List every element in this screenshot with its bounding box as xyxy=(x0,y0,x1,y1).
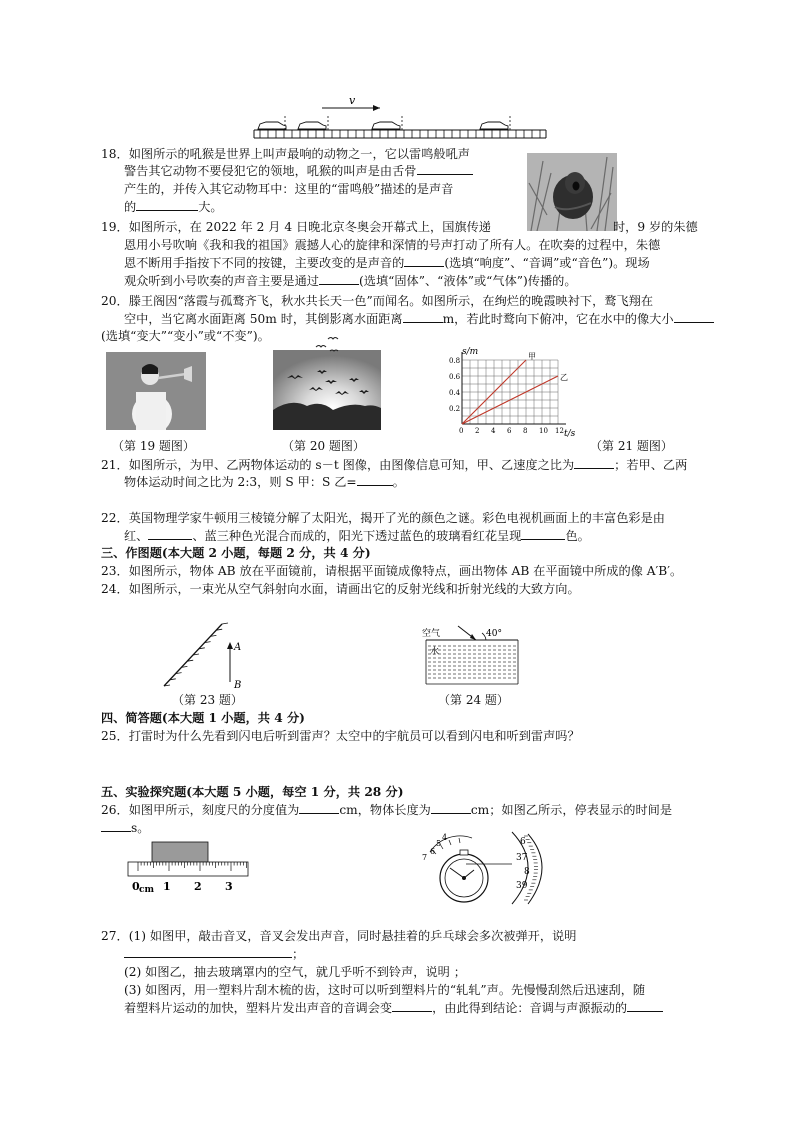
q19-line1: 19．如图所示，在 2022 年 2 月 4 日晚北京冬奥会开幕式上，国旗传递 时，9 岁的朱德 xyxy=(101,220,698,234)
stopwatch-right-6: 6 xyxy=(520,837,526,847)
mirror-object-figure xyxy=(160,618,260,690)
point-b-label: B xyxy=(234,680,242,690)
ruler-figure xyxy=(126,838,250,896)
st-graph-chart xyxy=(442,344,580,442)
q22-blank2[interactable] xyxy=(521,528,565,540)
stopwatch-right-8: 8 xyxy=(524,867,530,877)
q22-line1: 22．英国物理学家牛顿用三棱镜分解了太阳光，揭开了光的颜色之谜。彩色电视机画面上的丰富色彩是由 xyxy=(101,511,665,525)
stopwatch-scale-5: 5 xyxy=(436,839,442,848)
q23-text: 23．如图所示，物体 AB 放在平面镜前，请根据平面镜成像特点，画出物体 AB 在平面镜中所成的像 A′B′。 xyxy=(101,564,683,578)
q22-line2: 红、 、蓝三种色光混合而成的，阳光下透过蓝色的玻璃看红花呈现 色。 xyxy=(124,529,590,543)
q27-blank1[interactable] xyxy=(124,946,292,958)
q27-line2: ； xyxy=(124,946,304,963)
stopwatch-scale-7: 7 xyxy=(422,853,428,862)
section-3-heading: 三、作图题(本大题 2 小题，每题 2 分，共 4 分) xyxy=(101,546,371,560)
x-tick-label: 0 xyxy=(459,427,464,435)
q20-blank2[interactable] xyxy=(674,311,714,323)
flying-birds-icon xyxy=(314,333,342,355)
chart-grid xyxy=(462,360,558,424)
q27-line1: 27．(1) 如图甲，敲击音叉，音叉会发出声音，同时悬挂着的乒乓球会多次被弹开，说明 xyxy=(101,929,577,943)
y-tick-label: 0.6 xyxy=(449,373,461,381)
velocity-label: v xyxy=(349,94,356,107)
q26-line2: s。 xyxy=(101,820,149,837)
y-axis-label: s/m xyxy=(462,347,479,357)
q21-blank1[interactable] xyxy=(574,457,614,469)
q20-line3: (选填“变大”“变小”或“不变”)。 xyxy=(101,329,270,343)
q26-blank3[interactable] xyxy=(101,820,131,832)
x-tick-label: 6 xyxy=(507,427,512,435)
ruler-unit: cm xyxy=(139,885,155,895)
q19-line4: 观众听到小号吹奏的声音主要是通过 (选填“固体”、“液体”或“气体”)传播的。 xyxy=(124,274,577,288)
stopwatch-scale-4: 4 xyxy=(442,833,448,842)
q24-text: 24．如图所示，一束光从空气斜射向水面，请画出它的反射光线和折射光线的大致方向。 xyxy=(101,582,580,596)
stopwatch-right-39: 39 xyxy=(516,881,528,891)
q26-line1: 26．如图甲所示，刻度尺的分度值为 cm，物体长度为 cm；如图乙所示，停表显示的时间是 xyxy=(101,803,673,817)
x-tick-label: 4 xyxy=(491,427,496,435)
q26-blank2[interactable] xyxy=(431,802,471,814)
ruler-tick-0: 0 xyxy=(132,880,140,893)
y-tick-label: 0.8 xyxy=(449,357,461,365)
water-label: 水 xyxy=(430,647,440,657)
q18-line3: 产生的，并传入其它动物耳中：这里的“雷鸣般”描述的是声音 xyxy=(124,182,454,196)
stopwatch-figure xyxy=(416,830,554,906)
y-tick-label: 0.4 xyxy=(449,389,461,397)
q27-blank3[interactable] xyxy=(627,1000,663,1012)
q20-line1: 20．滕王阁因“落霞与孤鹜齐飞，秋水共长天一色”而闻名。如图所示，在绚烂的晚霞映衬下，鹜飞翔在 xyxy=(101,294,654,308)
q19-line3: 恩不断用手指按下不同的按键，主要改变的是声音的 (选填“响度”、“音调”或“音色”)。现场 xyxy=(124,256,650,270)
q26-blank1[interactable] xyxy=(299,802,339,814)
q20-blank1[interactable] xyxy=(403,311,443,323)
x-axis-label: t/s xyxy=(564,429,576,439)
series-label-1: 乙 xyxy=(560,373,568,382)
caption-fig21: （第 21 题图） xyxy=(590,439,673,453)
stopwatch-scale-6: 6 xyxy=(430,847,436,856)
angle-label: 40° xyxy=(486,629,502,639)
section-5-heading: 五、实验探究题(本大题 5 小题，每空 1 分，共 28 分) xyxy=(101,785,404,799)
x-tick-label: 2 xyxy=(475,427,480,435)
q18-line1: 18．如图所示的吼猴是世界上叫声最响的动物之一，它以雷鸣般吼声 xyxy=(101,147,470,161)
q20-line2: 空中，当它离水面距离 50m 时，其倒影离水面距离 m，若此时鹜向下俯冲，它在水中的像大小 xyxy=(124,311,714,328)
q25-text: 25．打雷时为什么先看到闪电后听到雷声？太空中的宇航员可以看到闪电和听到雷声吗？ xyxy=(101,729,580,743)
q21-line1: 21．如图所示，为甲、乙两物体运动的 s－t 图像，由图像信息可知，甲、乙速度之比为 ；若甲、乙两 xyxy=(101,458,688,472)
x-tick-label: 8 xyxy=(523,427,528,435)
ruler-tick-1: 1 xyxy=(163,880,171,893)
q18-line2: 警告其它动物不要侵犯它的领地，吼猴的叫声是由舌骨 xyxy=(124,163,473,180)
trumpet-player-photo xyxy=(106,352,206,430)
q19-blank1[interactable] xyxy=(404,255,444,267)
q18-line4: 的 大。 xyxy=(124,200,223,214)
q19-line2: 恩用小号吹响《我和我的祖国》震撼人心的旋律和深情的号声打动了所有人。在吹奏的过程中，朱德 xyxy=(124,238,661,252)
series-label-0: 甲 xyxy=(528,352,536,361)
air-label: 空气 xyxy=(422,629,441,639)
q27-line3: (2) 如图乙，抽去玻璃罩内的空气，就几乎听不到铃声，说明 ； xyxy=(124,965,466,979)
ruler-tick-2: 2 xyxy=(194,880,202,893)
caption-fig19: （第 19 题图） xyxy=(112,439,195,453)
q22-blank1[interactable] xyxy=(148,528,192,540)
light-refraction-figure xyxy=(420,624,524,688)
q27-blank2[interactable] xyxy=(392,1000,432,1012)
q21-line2: 物体运动时间之比为 2:3，则 S 甲：S 乙= 。 xyxy=(124,475,405,489)
q19-blank2[interactable] xyxy=(319,273,359,285)
y-tick-label: 0.2 xyxy=(449,405,461,413)
q21-blank2[interactable] xyxy=(357,474,393,486)
q27-line5: 着塑料片运动的加快，塑料片发出声音的音调会变 ，由此得到结论：音调与声源振动的 xyxy=(124,1000,663,1017)
caption-fig20: （第 20 题图） xyxy=(282,439,365,453)
caption-fig24: （第 24 题） xyxy=(438,693,509,707)
q18-blank1[interactable] xyxy=(417,163,473,175)
q27-line4: (3) 如图丙，用一塑料片刮木梳的齿，这时可以听到塑料片的“轧轧”声。先慢慢刮然后迅速刮，随 xyxy=(124,983,646,997)
birds-sunset-photo xyxy=(273,350,381,430)
x-tick-label: 12 xyxy=(555,427,564,435)
q18-blank2[interactable] xyxy=(136,199,198,211)
cars-road-figure xyxy=(252,94,548,144)
x-tick-label: 10 xyxy=(539,427,548,435)
section-4-heading: 四、简答题(本大题 1 小题，共 4 分) xyxy=(101,711,305,725)
point-a-label: A xyxy=(234,642,242,653)
stopwatch-right-37: 37 xyxy=(516,853,528,863)
caption-fig23: （第 23 题） xyxy=(172,693,243,707)
ruler-tick-3: 3 xyxy=(225,880,233,893)
